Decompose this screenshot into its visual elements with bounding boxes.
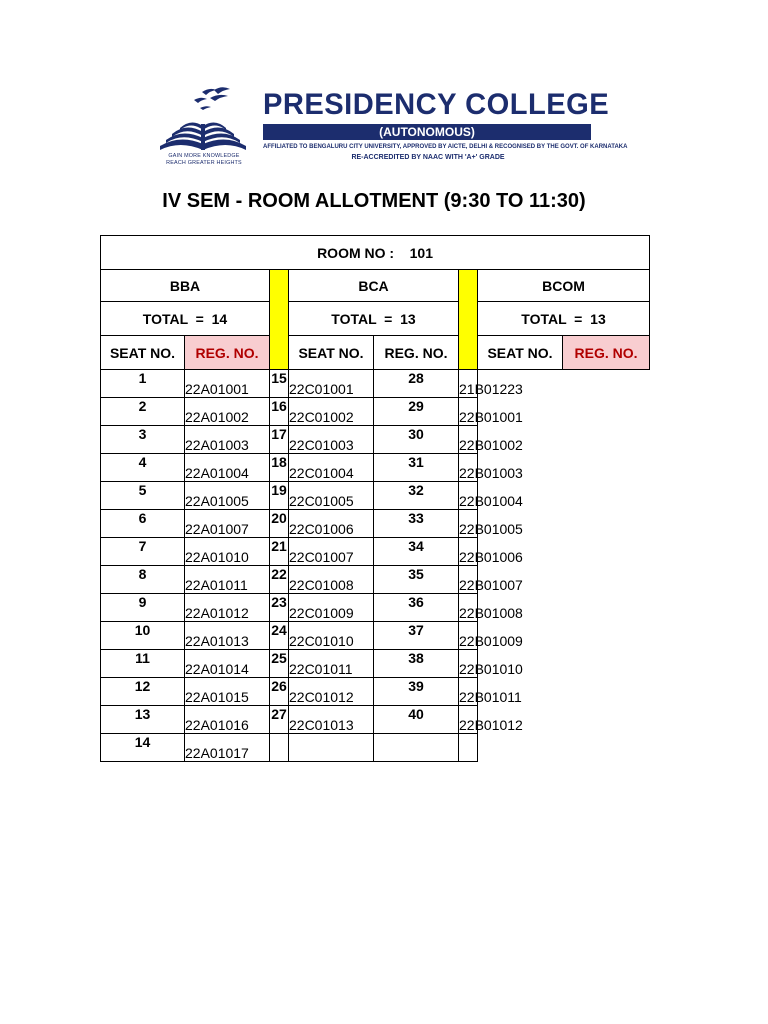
- course-bcom: BCOM: [478, 270, 650, 302]
- seat-number-cell: 13: [101, 706, 185, 734]
- room-allotment-table: [100, 235, 650, 762]
- reg-number-cell: 22C01013: [289, 706, 374, 734]
- seat-number-cell: 11: [101, 650, 185, 678]
- reg-number-cell: 22C01008: [289, 566, 374, 594]
- seat-number-cell: 20: [270, 510, 289, 538]
- seat-number-cell: 16: [270, 398, 289, 426]
- separator-bar: [459, 270, 478, 370]
- total-value-bba: 14: [211, 310, 228, 327]
- total-label: TOTAL =: [331, 310, 393, 327]
- seat-number-cell: 30: [374, 426, 459, 454]
- table-row: [101, 734, 650, 762]
- tagline-line-1: GAIN MORE KNOWLEDGE: [168, 153, 240, 159]
- seat-no-header: SEAT NO.: [101, 336, 185, 370]
- reg-number-cell: 21B01223: [459, 370, 478, 398]
- reg-number-cell: 22A01016: [185, 706, 270, 734]
- table-row: [101, 594, 650, 622]
- seat-number-cell: 29: [374, 398, 459, 426]
- reg-number-cell: 22B01003: [459, 454, 478, 482]
- reg-number-cell: 22B01012: [459, 706, 478, 734]
- total-label: TOTAL =: [142, 310, 204, 327]
- total-value-bca: 13: [400, 310, 416, 327]
- reg-number-cell: 22A01007: [185, 510, 270, 538]
- reg-number-cell: 22C01012: [289, 678, 374, 706]
- seat-number-cell: 1: [101, 370, 185, 398]
- seat-number-cell: 24: [270, 622, 289, 650]
- seat-number-cell: 8: [101, 566, 185, 594]
- seat-number-cell: 3: [101, 426, 185, 454]
- seat-number-cell: 19: [270, 482, 289, 510]
- separator-bar: [270, 270, 289, 370]
- seat-number-cell: 15: [270, 370, 289, 398]
- reg-number-cell: 22A01011: [185, 566, 270, 594]
- reg-number-cell: 22C01006: [289, 510, 374, 538]
- seat-number-cell: 2: [101, 398, 185, 426]
- seat-number-cell: 22: [270, 566, 289, 594]
- seat-number-cell: 5: [101, 482, 185, 510]
- seat-number-cell: 39: [374, 678, 459, 706]
- seat-number-cell: 36: [374, 594, 459, 622]
- reg-number-cell: 22A01017: [185, 734, 270, 762]
- reg-number-cell: 22A01010: [185, 538, 270, 566]
- seat-number-cell: [374, 734, 459, 762]
- seat-number-cell: 35: [374, 566, 459, 594]
- reg-number-cell: 22B01004: [459, 482, 478, 510]
- seat-number-cell: 27: [270, 706, 289, 734]
- table-row: [101, 398, 650, 426]
- reg-number-cell: 22A01005: [185, 482, 270, 510]
- reg-number-cell: 22A01014: [185, 650, 270, 678]
- seat-number-cell: 4: [101, 454, 185, 482]
- course-row: [101, 270, 650, 302]
- reg-number-cell: 22C01005: [289, 482, 374, 510]
- accreditation-text: RE-ACCREDITED BY NAAC WITH 'A+' GRADE: [351, 154, 505, 161]
- reg-number-cell: 22C01011: [289, 650, 374, 678]
- total-bcom: [478, 302, 650, 336]
- room-label: ROOM NO :: [317, 244, 395, 261]
- seat-number-cell: 9: [101, 594, 185, 622]
- table-row: [101, 706, 650, 734]
- reg-number-cell: 22C01009: [289, 594, 374, 622]
- reg-number-cell: 22C01004: [289, 454, 374, 482]
- table-row: [101, 678, 650, 706]
- seat-number-cell: 34: [374, 538, 459, 566]
- reg-no-header: REG. NO.: [185, 336, 270, 370]
- seat-number-cell: 33: [374, 510, 459, 538]
- college-header: [150, 86, 628, 168]
- reg-number-cell: 22B01010: [459, 650, 478, 678]
- reg-number-cell: 22A01012: [185, 594, 270, 622]
- column-header-row: [101, 336, 650, 370]
- reg-number-cell: 22A01002: [185, 398, 270, 426]
- reg-number-cell: 22B01005: [459, 510, 478, 538]
- seat-number-cell: 18: [270, 454, 289, 482]
- autonomous-banner: (AUTONOMOUS): [263, 124, 591, 140]
- reg-number-cell: 22A01015: [185, 678, 270, 706]
- reg-number-cell: 22A01001: [185, 370, 270, 398]
- seat-number-cell: 25: [270, 650, 289, 678]
- seat-number-cell: 38: [374, 650, 459, 678]
- reg-number-cell: 22B01009: [459, 622, 478, 650]
- seat-number-cell: 23: [270, 594, 289, 622]
- seat-number-cell: 14: [101, 734, 185, 762]
- room-number: 101: [409, 244, 433, 261]
- total-value-bcom: 13: [590, 310, 606, 327]
- seat-number-cell: 40: [374, 706, 459, 734]
- table-row: [101, 482, 650, 510]
- reg-number-cell: 22C01003: [289, 426, 374, 454]
- college-name: PRESIDENCY COLLEGE: [263, 88, 610, 121]
- reg-number-cell: 22C01010: [289, 622, 374, 650]
- reg-number-cell: 22C01002: [289, 398, 374, 426]
- reg-number-cell: [289, 734, 374, 762]
- seat-number-cell: 26: [270, 678, 289, 706]
- reg-number-cell: 22B01002: [459, 426, 478, 454]
- total-bba: [101, 302, 270, 336]
- table-row: [101, 566, 650, 594]
- tagline-line-2: REACH GREATER HEIGHTS: [166, 160, 242, 166]
- seat-number-cell: 31: [374, 454, 459, 482]
- seat-number-cell: 10: [101, 622, 185, 650]
- course-bca: BCA: [289, 270, 459, 302]
- reg-number-cell: 22A01003: [185, 426, 270, 454]
- table-row: [101, 426, 650, 454]
- seat-number-cell: 12: [101, 678, 185, 706]
- reg-number-cell: 22A01004: [185, 454, 270, 482]
- reg-number-cell: [459, 734, 478, 762]
- seat-no-header: SEAT NO.: [289, 336, 374, 370]
- reg-number-cell: 22B01008: [459, 594, 478, 622]
- table-row: [101, 538, 650, 566]
- total-bca: [289, 302, 459, 336]
- reg-number-cell: 22C01007: [289, 538, 374, 566]
- reg-number-cell: 22B01006: [459, 538, 478, 566]
- seat-number-cell: 21: [270, 538, 289, 566]
- table-row: [101, 370, 650, 398]
- table-row: [101, 622, 650, 650]
- table-row: [101, 454, 650, 482]
- course-bba: BBA: [101, 270, 270, 302]
- table-row: [101, 510, 650, 538]
- seat-number-cell: 32: [374, 482, 459, 510]
- affiliation-text: AFFILIATED TO BENGALURU CITY UNIVERSITY, APPROVED BY AICTE, DELHI & RECOGNISED BY THE GOVT. OF KARNATAKA: [263, 144, 628, 150]
- seat-number-cell: 37: [374, 622, 459, 650]
- reg-number-cell: 22B01011: [459, 678, 478, 706]
- reg-no-header: REG. NO.: [563, 336, 650, 370]
- reg-number-cell: 22A01013: [185, 622, 270, 650]
- room-number-cell: [101, 236, 650, 270]
- reg-number-cell: 22B01007: [459, 566, 478, 594]
- room-number-row: [101, 236, 650, 270]
- reg-number-cell: 22B01001: [459, 398, 478, 426]
- reg-no-header: REG. NO.: [374, 336, 459, 370]
- seat-number-cell: [270, 734, 289, 762]
- reg-number-cell: 22C01001: [289, 370, 374, 398]
- seat-no-header: SEAT NO.: [478, 336, 563, 370]
- seat-number-cell: 17: [270, 426, 289, 454]
- table-row: [101, 650, 650, 678]
- total-row: [101, 302, 650, 336]
- seat-number-cell: 28: [374, 370, 459, 398]
- page-title: IV SEM - ROOM ALLOTMENT (9:30 TO 11:30): [162, 190, 586, 212]
- seat-number-cell: 7: [101, 538, 185, 566]
- seat-number-cell: 6: [101, 510, 185, 538]
- total-label: TOTAL =: [521, 310, 583, 327]
